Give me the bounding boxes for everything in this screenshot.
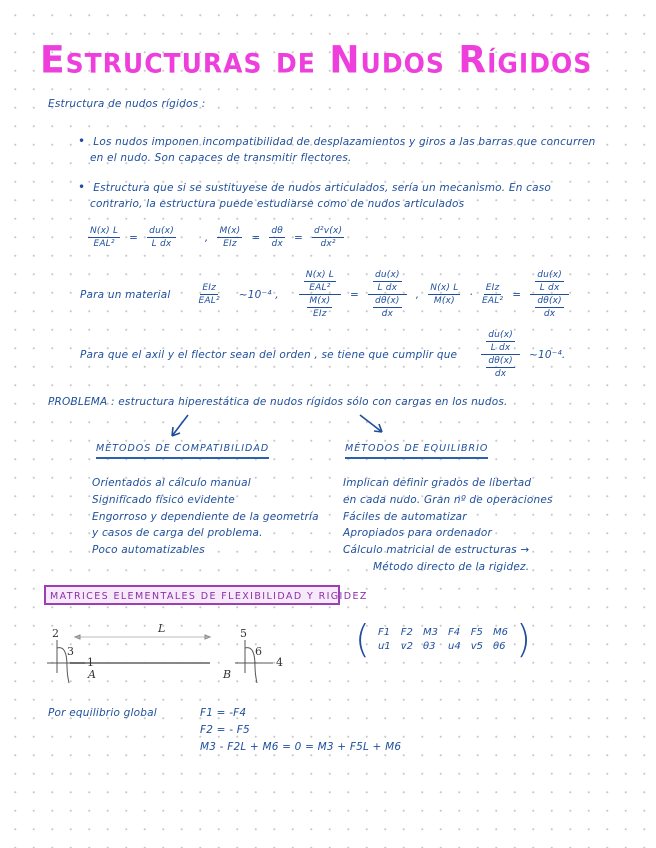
equation-line: F2 = - F5 bbox=[200, 724, 250, 736]
matrix-cell: v5 bbox=[470, 640, 483, 652]
matrix-cell: F5 bbox=[470, 626, 483, 638]
dof-label: 6 bbox=[255, 645, 262, 658]
compat-heading: MÉTODOS DE COMPATIBILIDAD bbox=[96, 443, 269, 459]
matrix-cell: M6 bbox=[492, 626, 508, 638]
matrix-cell: F2 bbox=[400, 626, 413, 638]
equil-heading: MÉTODOS DE EQUILIBRIO bbox=[345, 443, 488, 459]
dot: · bbox=[469, 288, 473, 301]
dof-label: 3 bbox=[67, 645, 74, 658]
dof-label: 2 bbox=[52, 627, 59, 640]
equals: = bbox=[294, 231, 304, 244]
page-title: Estructuras de Nudos Rígidos bbox=[40, 38, 593, 83]
list-item: Orientados al cálculo manual bbox=[92, 477, 251, 489]
bullet-dot: • bbox=[78, 180, 86, 194]
matrix-cell: M3 bbox=[423, 626, 438, 638]
fraction: $\frac{M(x)}{\text{EIz}}$ bbox=[219, 226, 241, 249]
arrows bbox=[160, 412, 410, 442]
dof-label: 4 bbox=[276, 656, 283, 669]
fraction: $\frac{N(x) L}{\text{EAL²}}$ bbox=[90, 226, 119, 249]
node-b-label: B bbox=[223, 668, 232, 681]
material-label: Para un material bbox=[80, 288, 171, 301]
list-item: Cálculo matricial de estructuras → bbox=[343, 544, 530, 557]
ratio-value: ~10⁻⁴ , bbox=[238, 288, 279, 301]
dof-label: 5 bbox=[240, 627, 247, 640]
fraction: $\frac{d\theta}{dx}$ bbox=[271, 226, 284, 249]
equilibrium-label: Por equilibrio global bbox=[48, 707, 157, 719]
matrix-cell: u1 bbox=[378, 640, 391, 652]
list-item: Método directo de la rigidez. bbox=[373, 560, 530, 573]
list-item: Engorroso y dependiente de la geometría bbox=[92, 510, 319, 523]
list-item: Apropiados para ordenador bbox=[343, 527, 493, 540]
compound-fraction: $\frac{\frac{N(x) L}{\text{EAL²}}}{\frac{M(x)}{\text{EIz}}}$ bbox=[299, 270, 341, 319]
bullet-dot: • bbox=[78, 134, 86, 148]
beam-diagram bbox=[35, 620, 305, 700]
compound-fraction: $\frac{\frac{du(x)}{\text{L dx}}}{\frac{d\theta(x)}{dx}}$ bbox=[481, 330, 520, 379]
length-label: L bbox=[158, 622, 166, 635]
compound-fraction: $\frac{\frac{du(x)}{\text{L dx}}}{\frac{d\theta(x)}{dx}}$ bbox=[530, 270, 569, 319]
equation-order-condition bbox=[80, 330, 565, 379]
compound-fraction: $\frac{\frac{du(x)}{\text{L dx}}}{\frac{d\theta(x)}{dx}}$ bbox=[368, 270, 407, 319]
equals: = bbox=[349, 288, 359, 301]
bullet-2-line-2: contrario, la estructura puede estudiarse como de nudos articulados bbox=[90, 198, 465, 210]
comma: , bbox=[415, 288, 420, 301]
list-item: en cada nudo. Gran nº de operaciones bbox=[343, 493, 553, 506]
arrow-left-icon bbox=[172, 415, 188, 436]
bullet-1-line-1: Los nudos imponen incompatibilidad de desplazamientos y giros a las barras que concurren bbox=[93, 136, 596, 148]
list-item: Fáciles de automatizar bbox=[343, 510, 467, 523]
list-item: Poco automatizables bbox=[92, 544, 205, 557]
fraction: $\frac{\text{d²v(x)}}{\text{dx²}}$ bbox=[314, 226, 343, 249]
equation-line: F1 = -F4 bbox=[200, 707, 247, 719]
list-item: Significado físico evidente bbox=[92, 493, 235, 506]
bullet-1-line-2: en el nudo. Son capaces de transmitir flectores. bbox=[90, 152, 352, 164]
dof-label: 1 bbox=[87, 656, 94, 669]
arrow-right-icon bbox=[360, 415, 382, 432]
equals: = bbox=[512, 288, 522, 301]
node-a-label: A bbox=[88, 668, 96, 681]
comma: , bbox=[204, 231, 209, 244]
fraction: $\frac{\text{EIz}}{\text{EAL²}}$ bbox=[481, 283, 504, 306]
list-item: Implican definir grados de libertad bbox=[343, 477, 532, 489]
condition-text: Para que el axil y el flector sean del orden , se tiene que cumplir que bbox=[80, 348, 458, 361]
equation-line: M3 - F2L + M6 = 0 = M3 + F5L + M6 bbox=[200, 741, 402, 753]
condition-value: ~10⁻⁴. bbox=[528, 348, 566, 361]
equation-strain-relations bbox=[85, 226, 347, 249]
matrix-cell: u4 bbox=[448, 640, 461, 652]
equation-material-ratio bbox=[80, 270, 572, 319]
right-paren: ) bbox=[516, 617, 531, 661]
compat-list bbox=[92, 477, 319, 561]
matrix-cell: v2 bbox=[400, 640, 413, 652]
fraction: $\frac{N(x) L}{M(x)}$ bbox=[430, 283, 459, 306]
bullet-2 bbox=[78, 180, 551, 210]
intro-heading: Estructura de nudos rígidos : bbox=[48, 98, 206, 110]
fraction: $\frac{\text{EIz}}{\text{EAL²}}$ bbox=[198, 283, 220, 306]
beam-drawing bbox=[35, 620, 305, 700]
section-title-box: MATRICES ELEMENTALES DE FLEXIBILIDAD Y RIGIDEZ bbox=[44, 585, 340, 605]
bullet-1 bbox=[78, 134, 596, 164]
equilibrium-equations bbox=[200, 705, 401, 756]
equil-list bbox=[343, 477, 553, 578]
matrix-cell: F1 bbox=[378, 626, 391, 638]
dof-matrix bbox=[355, 617, 531, 661]
problema-statement: PROBLEMA : estructura hiperestática de nudos rígidos sólo con cargas en los nudos. bbox=[48, 396, 508, 408]
bullet-2-line-1: Estructura que si se sustituyese de nudos articulados, sería un mecanismo. En caso bbox=[93, 182, 552, 194]
equals: = bbox=[251, 231, 261, 244]
matrix-cell: F4 bbox=[448, 626, 461, 638]
matrix-table bbox=[373, 625, 513, 653]
matrix-cell: θ6 bbox=[492, 640, 506, 652]
left-paren: ( bbox=[355, 617, 370, 661]
list-item: y casos de carga del problema. bbox=[92, 527, 263, 540]
matrix-cell: θ3 bbox=[423, 640, 436, 652]
fraction: $\frac{du(x)}{\text{L dx}}$ bbox=[149, 226, 174, 249]
equals: = bbox=[129, 231, 139, 244]
